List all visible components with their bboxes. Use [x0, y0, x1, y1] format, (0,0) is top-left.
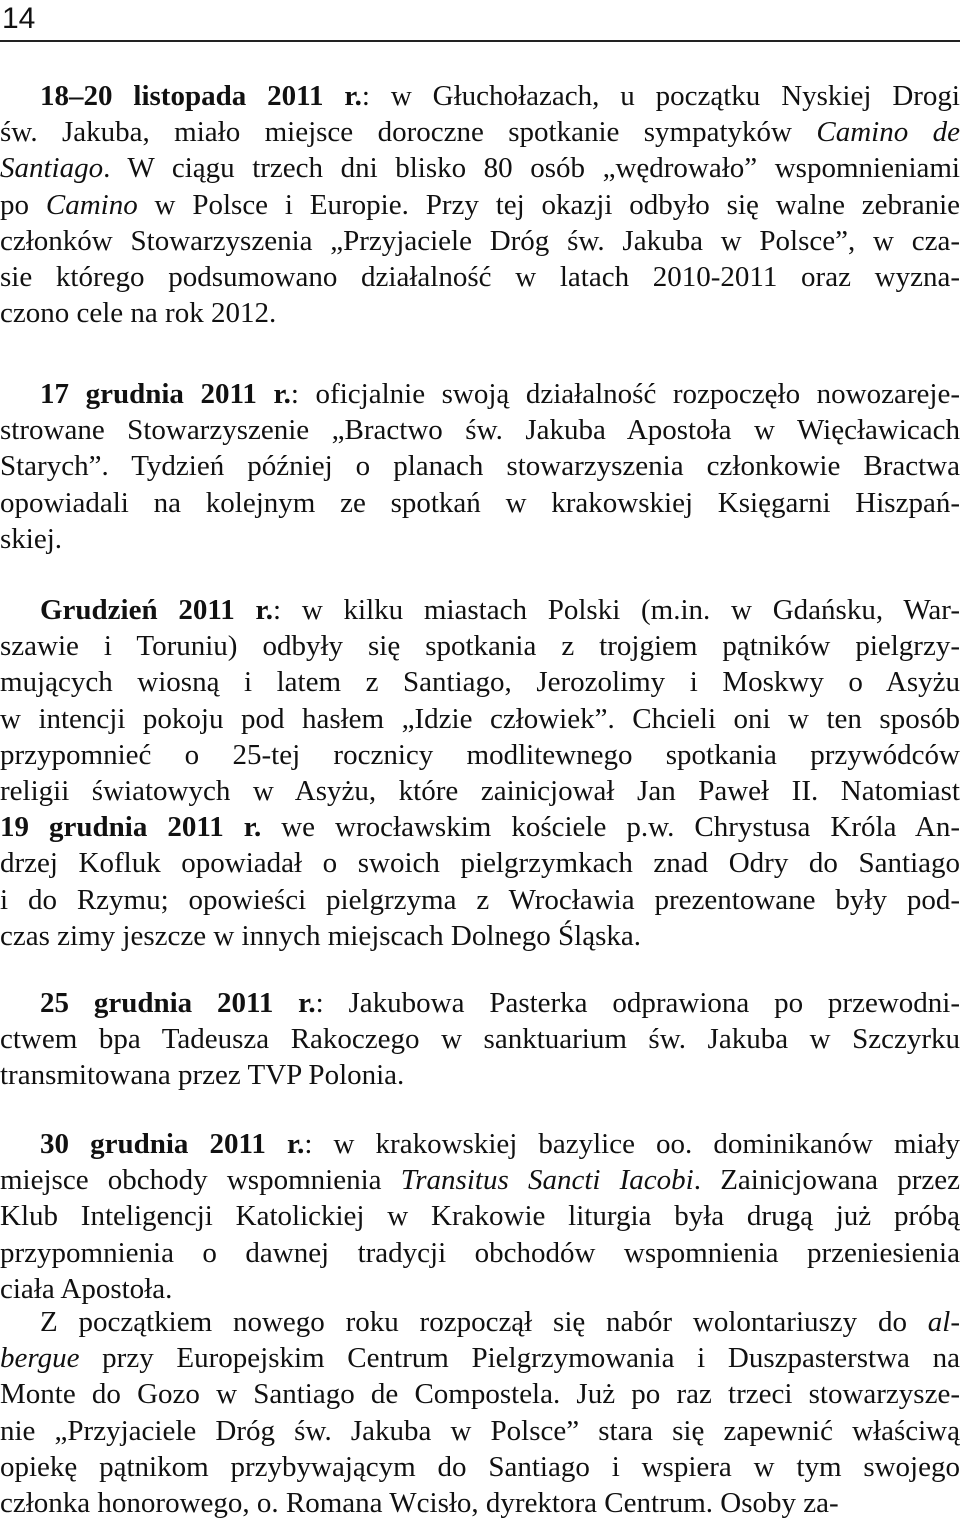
text-line: [0, 701, 960, 737]
text-line: [40, 1126, 960, 1162]
text-segment: : w Głuchołazach, u początku Nyskiej Drogi: [361, 80, 960, 112]
italic-term: Camino: [45, 188, 138, 221]
text-segment: mujących wiosną i latem z Santiago, Jerozolimy i Moskwy o Asyżu: [0, 666, 960, 699]
text-line: [0, 1235, 960, 1271]
italic-term: bergue: [0, 1342, 80, 1375]
text-line: [0, 918, 960, 954]
text-segment: ctwem bpa Tadeusza Rakoczego w sanktuarium św. Jakuba w Szczyrku: [0, 1023, 960, 1056]
text-segment: . Zainicjowana przez: [693, 1164, 960, 1197]
text-line: [40, 1304, 960, 1340]
text-line: [0, 773, 960, 809]
text-segment: w intencji pokoju pod hasłem „Idzie człowiek”. Chcieli oni w ten sposób: [0, 702, 960, 735]
text-line: [0, 1413, 960, 1449]
text-line: [0, 1449, 960, 1485]
text-segment: i do Rzymu; opowieści pielgrzyma z Wrocławia prezentowane były pod-: [0, 883, 960, 916]
text-segment: czono cele na rok 2012.: [0, 297, 277, 330]
text-line: [0, 628, 960, 664]
date-heading: 18–20 listopada 2011 r.: [40, 80, 362, 112]
text-segment: opowiadali na kolejnym ze spotkań w krakowskiej Księgarni Hiszpań-: [0, 486, 960, 519]
text-line: [0, 1376, 960, 1412]
text-segment: we wrocławskim kościele p.w. Chrystusa Króla An-: [261, 811, 960, 844]
text-segment: drzej Kofluk opowiadał o swoich pielgrzymkach znad Odry do Santiago: [0, 847, 960, 880]
date-heading: 25 grudnia 2011 r.: [40, 987, 316, 1019]
text-line: [0, 882, 960, 918]
text-segment: szawie i Toruniu) odbyły się spotkania z trojgiem pątników pielgrzy-: [0, 630, 960, 663]
text-segment: opiekę pątnikom przybywającym do Santiago i wspiera w tym swojego: [0, 1450, 960, 1483]
text-segment: skiej.: [0, 522, 63, 555]
text-line: [40, 592, 960, 628]
italic-term: Santiago: [0, 152, 104, 185]
text-line: [40, 985, 960, 1021]
text-line: [0, 223, 960, 259]
text-segment: przy Europejskim Centrum Pielgrzymowania i Duszpasterstwa na: [79, 1342, 960, 1375]
text-line: [0, 412, 960, 448]
text-line: [0, 1057, 960, 1093]
text-line: [40, 78, 960, 114]
date-heading: 19 grudnia 2011 r.: [0, 811, 262, 844]
text-segment: transmitowana przez TVP Polonia.: [0, 1059, 405, 1092]
text-line: [0, 1485, 960, 1521]
text-segment: . W ciągu trzech dni blisko 80 osób „wędrowało” wspomnieniami: [103, 152, 960, 185]
text-line: [40, 376, 960, 412]
text-line: [0, 1340, 960, 1376]
text-segment: : w kilku miastach Polski (m.in. w Gdańsku, War-: [273, 594, 960, 626]
italic-term: Transitus Sancti Iacobi: [400, 1164, 694, 1197]
text-segment: po: [0, 188, 46, 221]
page-number: 14: [2, 2, 36, 35]
text-segment: : Jakubowa Pasterka odprawiona po przewodni-: [315, 987, 960, 1019]
text-line: [0, 259, 960, 295]
text-line: [0, 1021, 960, 1057]
text-segment: św. Jakuba, miało miejsce doroczne spotkanie sympatyków: [0, 116, 817, 149]
text-segment: przypomnieć o 25-tej rocznicy modlitewnego spotkania przywódców: [0, 738, 960, 771]
date-heading: Grudzień 2011 r.: [40, 594, 273, 626]
text-line: [0, 1271, 960, 1307]
text-line: [0, 1162, 960, 1198]
text-segment: Monte do Gozo w Santiago de Compostela. Już po raz trzeci stowarzysze-: [0, 1378, 960, 1411]
italic-term: al-: [927, 1306, 960, 1338]
text-line: [0, 485, 960, 521]
text-line: [0, 448, 960, 484]
text-segment: miejsce obchody wspomnienia: [0, 1164, 401, 1197]
text-segment: czas zimy jeszcze w innych miejscach Dolnego Śląska.: [0, 919, 641, 952]
text-line: [0, 1198, 960, 1234]
text-segment: : w krakowskiej bazylice oo. dominikanów miały: [304, 1128, 960, 1160]
header-rule: [0, 40, 960, 42]
date-heading: 17 grudnia 2011 r.: [40, 378, 291, 410]
text-segment: strowane Stowarzyszenie „Bractwo św. Jakuba Apostoła w Więcławicach: [0, 414, 960, 447]
text-segment: członka honorowego, o. Romana Wcisło, dyrektora Centrum. Osoby za-: [0, 1487, 839, 1519]
text-segment: Starych”. Tydzień później o planach stowarzyszenia członkowie Bractwa: [0, 450, 960, 483]
text-segment: ciała Apostoła.: [0, 1272, 173, 1305]
text-segment: przypomnienia o dawnej tradycji obchodów wspomnienia przeniesienia: [0, 1236, 960, 1269]
text-segment: : oficjalnie swoją działalność rozpoczęło nowozareje-: [290, 378, 960, 410]
text-line: [0, 150, 960, 186]
text-segment: Klub Inteligencji Katolickiej w Krakowie liturgia była drugą już próbą: [0, 1200, 960, 1233]
text-segment: religii światowych w Asyżu, które zainicjował Jan Paweł II. Natomiast: [0, 775, 960, 807]
text-segment: Z początkiem nowego roku rozpoczął się nabór wolontariuszy do: [40, 1306, 928, 1338]
text-line: [0, 187, 960, 223]
text-line: [0, 737, 960, 773]
text-line: [0, 809, 960, 845]
text-segment: członków Stowarzyszenia „Przyjaciele Dróg św. Jakuba w Polsce”, w cza-: [0, 224, 960, 257]
text-line: [0, 295, 960, 331]
text-line: [0, 845, 960, 881]
text-line: [0, 664, 960, 700]
date-heading: 30 grudnia 2011 r.: [40, 1128, 305, 1160]
text-segment: sie którego podsumowano działalność w latach 2010-2011 oraz wyzna-: [0, 261, 960, 293]
text-line: [0, 521, 960, 557]
text-segment: nie „Przyjaciele Dróg św. Jakuba w Polsce” stara się zapewnić właściwą: [0, 1414, 960, 1447]
text-line: [0, 114, 960, 150]
text-segment: w Polsce i Europie. Przy tej okazji odbyło się walne zebranie: [137, 188, 960, 221]
italic-term: Camino de: [816, 116, 960, 149]
